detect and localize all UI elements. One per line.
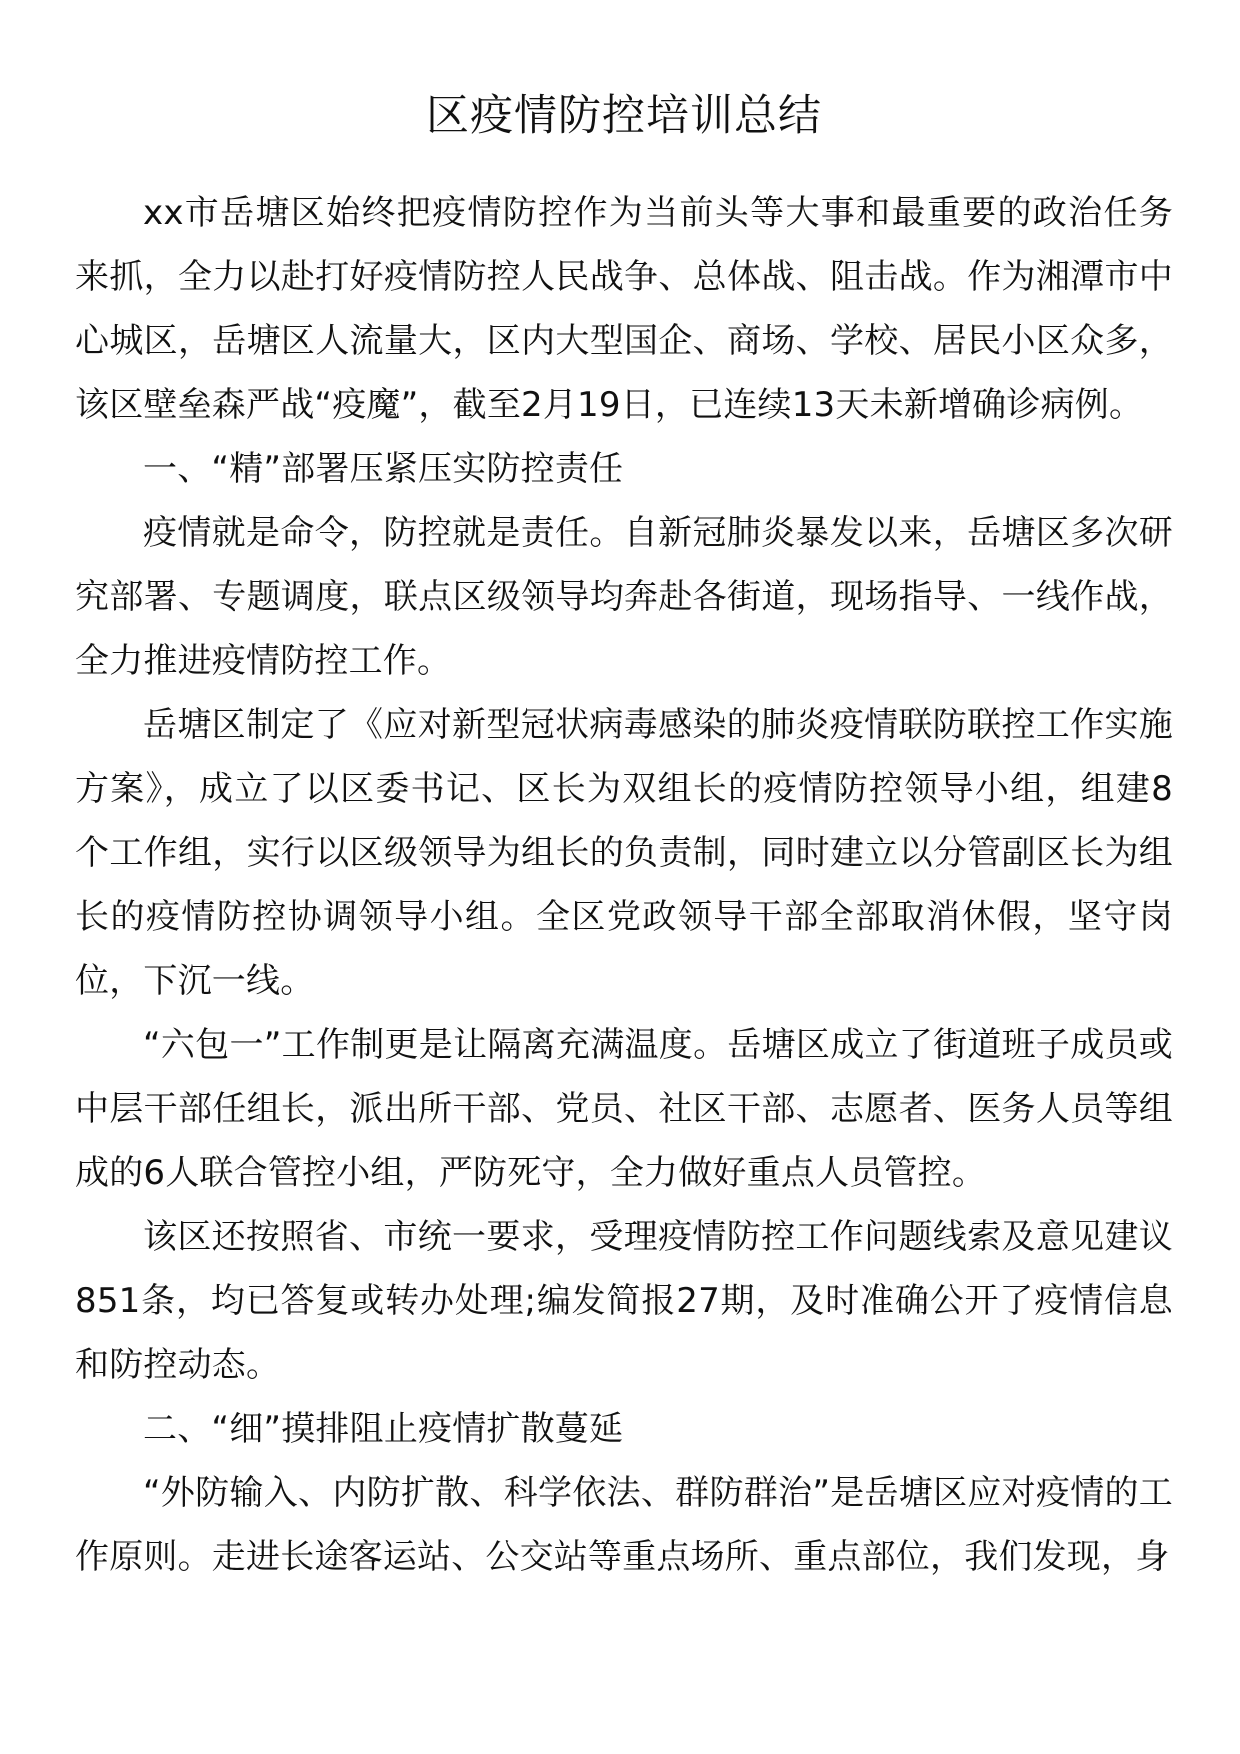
paragraph-six-to-one: “六包一”工作制更是让隔离充满温度。岳塘区成立了街道班子成员或中层干部任组长，派出所干部、党员、社区干部、志愿者、医务人员等组成的6人联合管控小组，严防死守，全力做好重点人员管控。 (75, 1025, 1173, 1193)
paragraph-work-plan: 岳塘区制定了《应对新型冠状病毒感染的肺炎疫情联防联控工作实施方案》，成立了以区委书记、区长为双组长的疫情防控领导小组，组建8个工作组，实行以区级领导为组长的负责制，同时建立以分管副区长为组长的疫情防控协调领导小组。全区党政领导干部全部取消休假，坚守岗位，下沉一线。 (75, 705, 1173, 1001)
section-heading-2: 二、“细”摸排阻止疫情扩散蔓延 (143, 1409, 624, 1449)
paragraph-feedback-reports: 该区还按照省、市统一要求，受理疫情防控工作问题线索及意见建议851条，均已答复或转办处理;编发简报27期，及时准确公开了疫情信息和防控动态。 (75, 1217, 1173, 1385)
paragraph-intro: xx市岳塘区始终把疫情防控作为当前头等大事和最重要的政治任务来抓，全力以赴打好疫情防控人民战争、总体战、阻击战。作为湘潭市中心城区，岳塘区人流量大，区内大型国企、商场、学校、居民小区众多，该区壁垒森严战“疫魔”，截至2月19日，已连续13天未新增确诊病例。 (75, 193, 1173, 425)
section-heading-1: 一、“精”部署压紧压实防控责任 (143, 449, 624, 489)
paragraph-principles: “外防输入、内防扩散、科学依法、群防群治”是岳塘区应对疫情的工作原则。走进长途客运站、公交站等重点场所、重点部位，我们发现，身 (75, 1473, 1173, 1577)
document-title: 区疫情防控培训总结 (426, 91, 822, 141)
paragraph-command-responsibility: 疫情就是命令，防控就是责任。自新冠肺炎暴发以来，岳塘区多次研究部署、专题调度，联点区级领导均奔赴各街道，现场指导、一线作战，全力推进疫情防控工作。 (75, 513, 1173, 681)
